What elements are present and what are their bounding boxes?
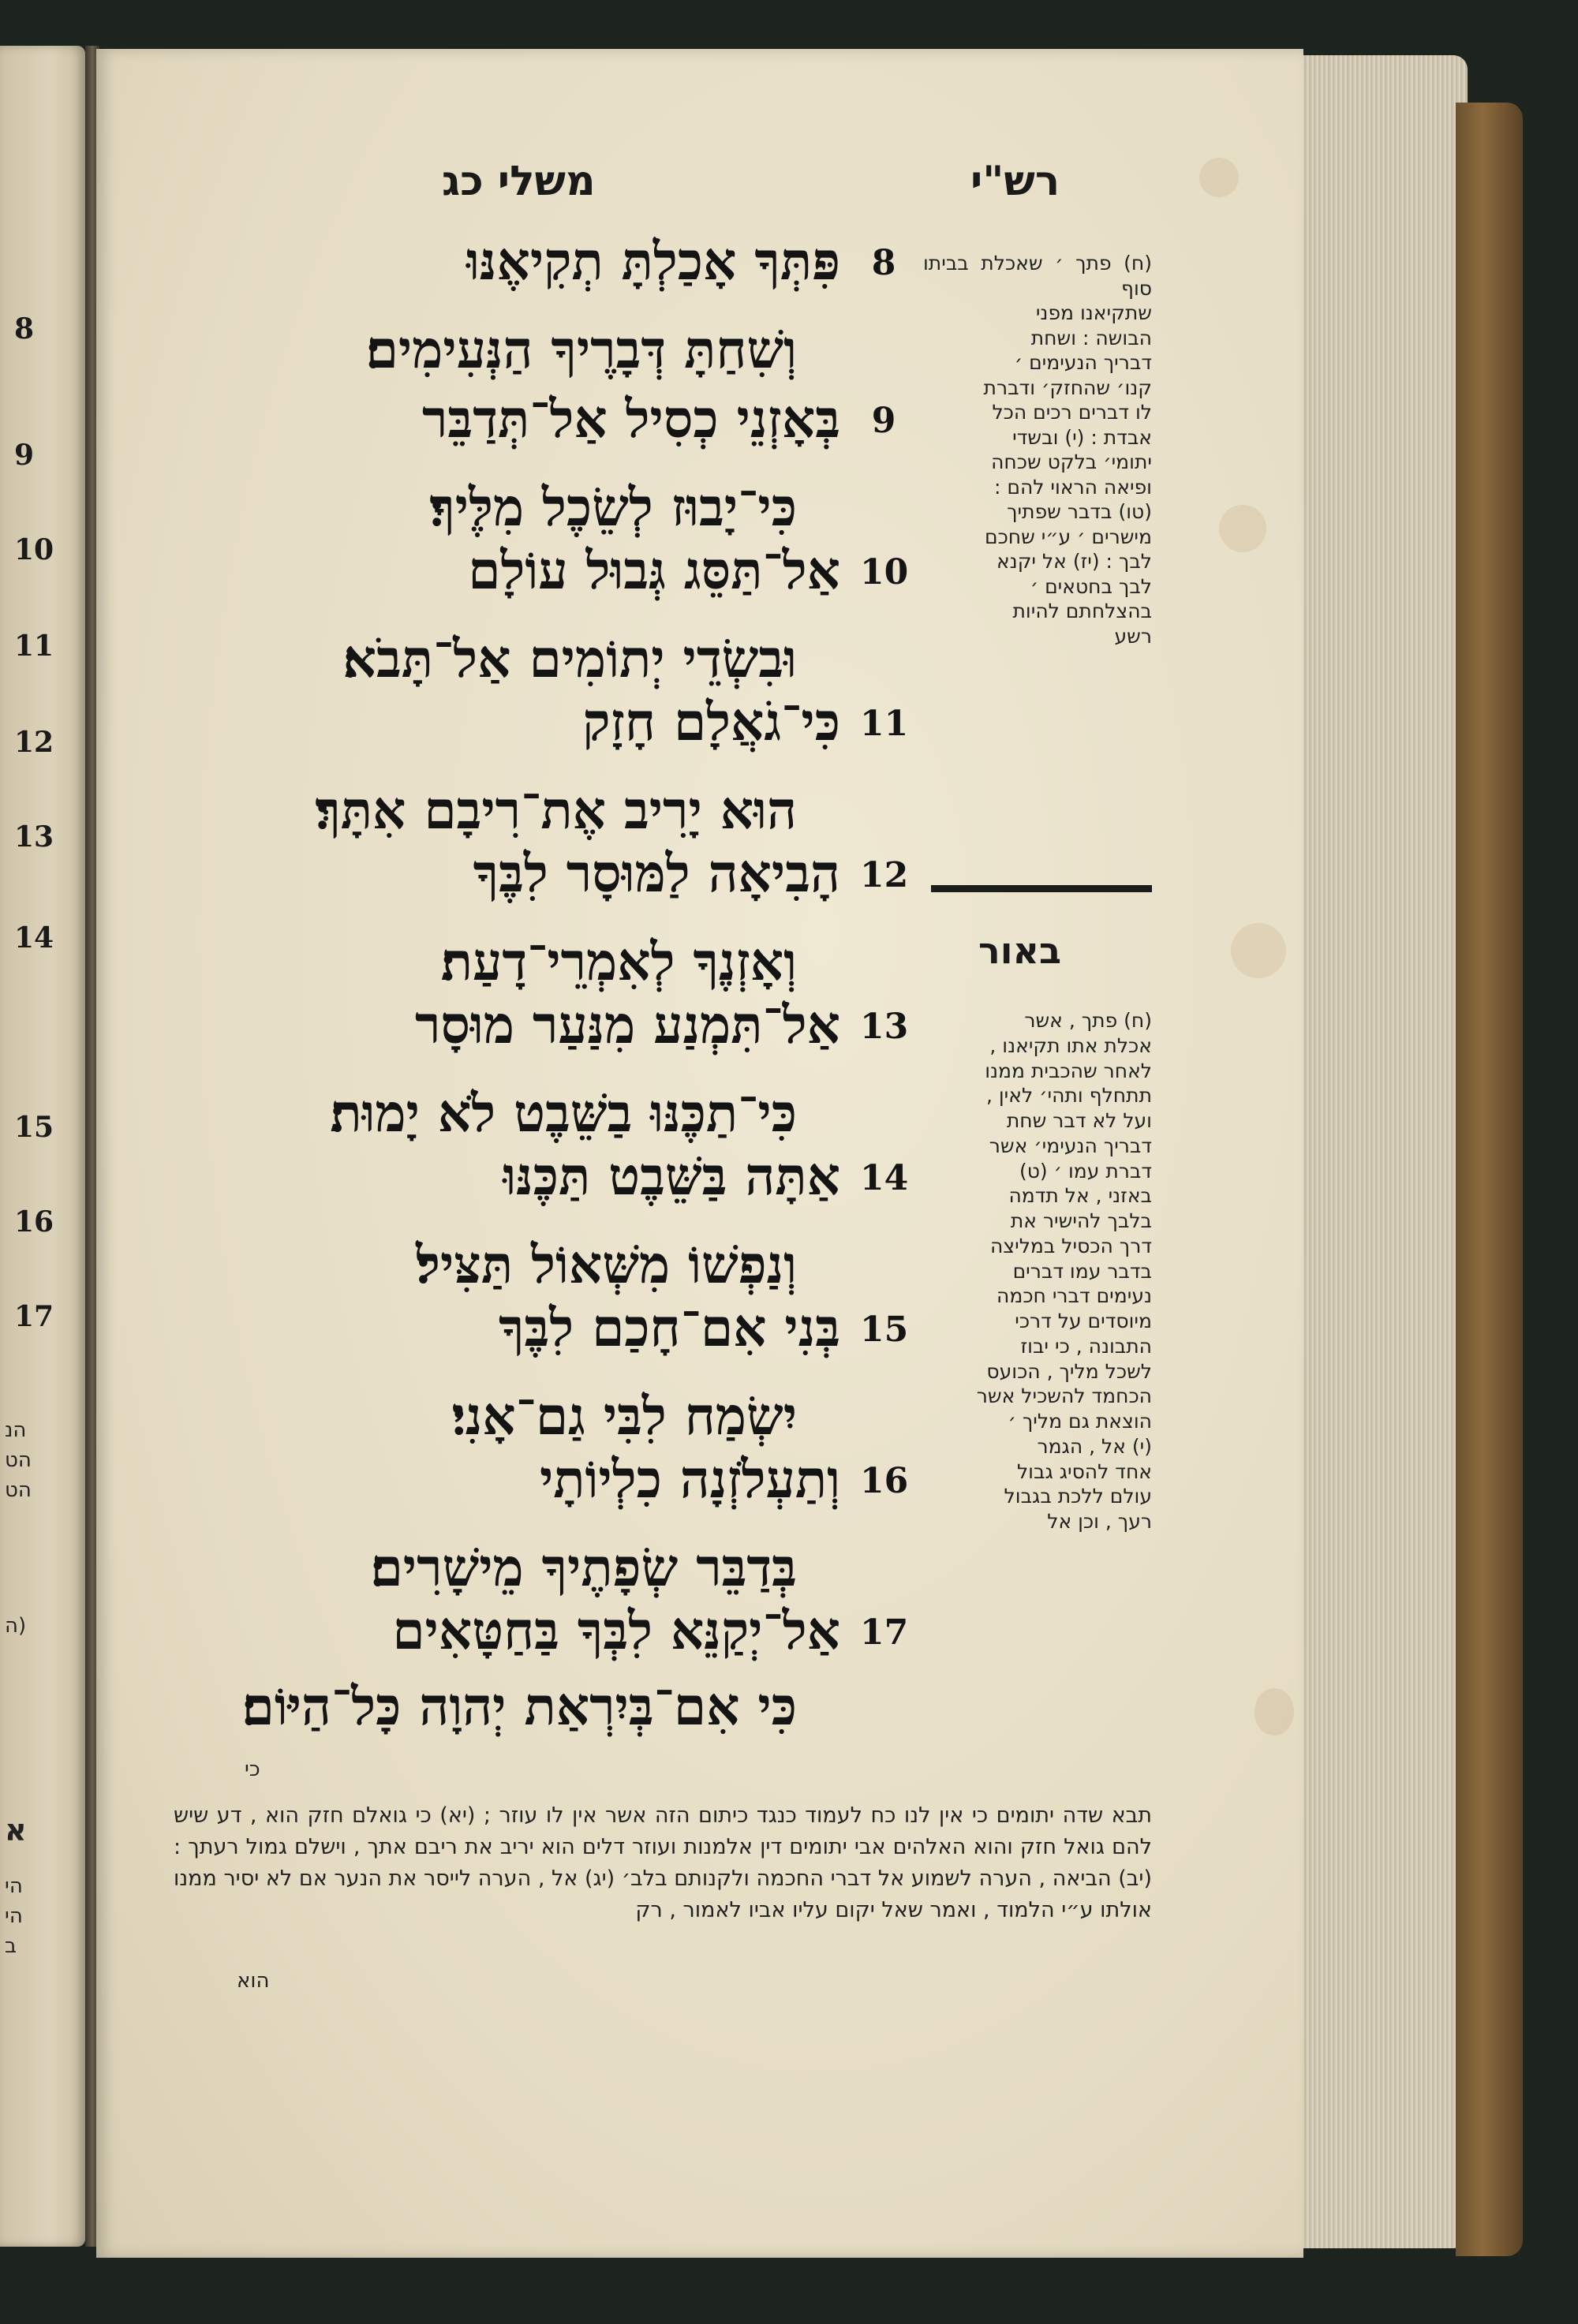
rashi-line: לבך : (יז) אל יקנא: [996, 550, 1152, 573]
verse-number: 16: [860, 1461, 909, 1501]
left-verse-number: 10: [14, 533, 54, 566]
left-page-fragment: (ה: [5, 1614, 27, 1638]
verse-number: 10: [860, 552, 909, 592]
biur-commentary: [923, 1008, 1152, 1534]
biur-line: התבונה , כי יבוז: [1020, 1334, 1152, 1358]
verse-line: וְנַפְשׁוֹ מִשְּׁאוֹל תַּצִּיל׃: [416, 1234, 797, 1295]
biur-line: (ח) פתך , אשר: [1024, 1009, 1152, 1032]
biur-line: אחד להסיג גבול: [1016, 1459, 1152, 1483]
rashi-line: אבדת : (י) ובשדי: [1012, 425, 1152, 449]
biur-line: הכחמד להשכיל אשר: [976, 1384, 1152, 1408]
rashi-line: בהצלחתם להיות: [1012, 600, 1152, 622]
left-verse-number: 13: [14, 820, 54, 854]
verse-line: בְּנִי אִם־חָכַם לִבֶּךָ: [499, 1297, 840, 1358]
left-verse-number: 9: [14, 439, 35, 472]
left-page-fragment: הנ: [5, 1418, 27, 1442]
verse-line: כִּי־גֹאֲלָם חָזָק: [582, 691, 840, 753]
page-stain: [1219, 505, 1266, 552]
page-stain: [1199, 158, 1239, 197]
verse-number: 15: [860, 1310, 909, 1350]
commentary-title: רש"י: [970, 158, 1060, 205]
biur-line: נעימים דברי חכמה: [997, 1284, 1152, 1308]
biur-title: באור: [978, 929, 1062, 972]
verse-line: כִּי־יָבוּז לְשֵׂכֶל מִלֶּיךָ׃: [429, 476, 797, 538]
rashi-line: דבריך הנעימים ׳: [1014, 351, 1152, 374]
biur-line: עולם ללכת בגבול: [1004, 1485, 1152, 1508]
left-page-fragment: הט: [5, 1478, 32, 1502]
biur-line: בלבך להישיר את: [1010, 1209, 1152, 1232]
rashi-line: שתקיאנו מפני: [1035, 301, 1152, 324]
rashi-line: (טו) בדבר שפתיך: [1007, 500, 1152, 523]
rashi-line: מישרים ׳ ע״י שחכם: [984, 525, 1152, 548]
verse-line: כִּי־תַכֶּנּוּ בַשֵּׁבֶט לֹא יָמוּת׃: [330, 1082, 797, 1144]
left-page-edge: [0, 46, 85, 2247]
left-page-fragment: א: [5, 1813, 27, 1848]
verse-number: 14: [860, 1158, 909, 1198]
verse-line: וְתַעְלֹזְנָה כִלְיוֹתָי: [539, 1448, 840, 1510]
verse-line: בְּדַבֵּר שְׂפָתֶיךָ מֵישָׁרִים׃: [370, 1537, 797, 1598]
biur-line: באזני , אל תדמה: [1008, 1184, 1152, 1208]
catchword: הוא: [237, 1969, 270, 1993]
left-page-fragment: הי: [5, 1904, 23, 1928]
verse-line: כִּי אִם־בְּיִרְאַת יְהוָה כָּל־הַיּוֹם׃: [241, 1676, 797, 1737]
rashi-commentary: [923, 251, 1152, 648]
rashi-line: יתומי׳ בלקט שכחה: [991, 450, 1152, 473]
rashi-line: ופיאה הראוי להם :: [993, 475, 1152, 499]
verse-line: אַל־תַּסֵּג גְּבוּל עוֹלָם: [468, 540, 840, 601]
left-verse-number: 14: [14, 921, 54, 955]
verse-line: אַל־תִּמְנַע מִנַּעַר מוּסָר: [415, 994, 840, 1056]
left-verse-number: 16: [14, 1205, 54, 1239]
left-verse-number: 17: [14, 1300, 54, 1333]
verse-line: אַל־יְקַנֵּא לִבְּךָ בַּחַטָּאִים: [392, 1600, 840, 1661]
verse-number: 13: [860, 1007, 909, 1047]
verse-line: וְשִׁחַתָּ דְּבָרֶיךָ הַנְּעִימִים׃: [365, 319, 797, 380]
verse-number: 9: [871, 401, 896, 441]
left-page-fragment: הי: [5, 1874, 23, 1898]
left-verse-number: 15: [14, 1111, 54, 1144]
rashi-line: לו דברים רכים הכל: [992, 401, 1152, 424]
verse-line: בְּאָזְנֵי כְסִיל אַל־תְּדַבֵּר: [421, 388, 840, 450]
verse-line: הָבִיאָה לַמּוּסָר לִבֶּךָ: [473, 843, 840, 904]
biur-line: (י) אל , הגמר: [1037, 1434, 1152, 1458]
biur-line: דברת עמו ׳ (ט): [1019, 1159, 1152, 1183]
page-stain: [1255, 1688, 1294, 1736]
left-verse-number: 8: [14, 312, 35, 346]
biur-line: תתחלף ותהי׳ לאין ,: [985, 1084, 1152, 1108]
biur-line: ועל לא דבר שחת: [1006, 1109, 1152, 1132]
verse-number: 17: [860, 1612, 909, 1653]
page-stack-edge: [1302, 55, 1468, 2248]
left-page-fragment: ב: [5, 1934, 17, 1958]
biur-line: הוצאת גם מליך ׳: [1008, 1410, 1152, 1433]
rashi-line: לבך בחטאים ׳: [1030, 574, 1152, 598]
rashi-line: רשע: [1114, 624, 1152, 648]
book-cover-edge: [1456, 103, 1523, 2256]
verse-line: וְאָזְנֶךָ לְאִמְרֵי־דָעַת׃: [440, 931, 797, 992]
biur-line: לאחר שהכבית ממנו: [985, 1059, 1152, 1082]
rashi-line: הבושה : ושחת: [1030, 326, 1152, 349]
left-verse-number: 11: [14, 630, 54, 663]
signature-mark: כי: [245, 1758, 260, 1781]
biur-line: דבריך הנעימי׳ אשר: [989, 1134, 1152, 1157]
biur-line: דרך הכסיל במליצה: [989, 1234, 1152, 1257]
verse-line: הוּא יָרִיב אֶת־רִיבָם אִתָּךְ׃: [315, 779, 797, 841]
rashi-line: קנו׳ שהחזק׳ ודברת: [983, 376, 1152, 399]
verse-number: 12: [860, 855, 909, 895]
page-stain: [1231, 923, 1286, 978]
biur-line: אכלת אתו תקיאנו ,: [989, 1033, 1152, 1057]
verse-line: וּבִשְׂדֵי יְתוֹמִים אַל־תָּבֹא׃: [342, 628, 797, 689]
left-page-verse-numbers: [0, 46, 85, 2247]
section-divider: [931, 885, 1152, 892]
biur-continuation: תבא שדה יתומים כי אין לנו כח לעמוד כנגד כיתום הזה אשר אין לו עוזר ; (יא) כי גואלם חזק הוא , דע שיש להם גואל חזק והוא האלהים אבי יתומים דין אלמנות ועוזר דלים הוא יריב את ריבם אתך , וישלם גמול רעתך : (יב) הביאה , הערה לשמוע אל דברי החכמה ולקנותם בלב׳ (יג) אל , הערה לייסר את הנער אם לא יסיר ממנו אולתו ע״י הלמוד , ואמר שאל יקום עליו אביו לאמור , רק: [174, 1803, 1152, 1922]
verse-line: יִשְׂמַח לִבִּי גַם־אָנִי׃: [451, 1385, 797, 1447]
verse-line: אַתָּה בַּשֵּׁבֶט תַּכֶּנּוּ: [503, 1145, 840, 1207]
biur-line: מיוסדים על דרכי: [1015, 1310, 1152, 1332]
verse-number: 8: [871, 243, 896, 283]
verse-line: פִּתְּךָ אָכַלְתָּ תְקִיאֶנּוּ: [466, 230, 840, 292]
rashi-line: (ח) פתך ׳ שאכלת בביתו סוף: [923, 252, 1152, 300]
running-title: משלי כג: [442, 158, 596, 205]
biur-line: לשכל מליך , הכועס: [986, 1359, 1152, 1383]
left-verse-number: 12: [14, 726, 54, 759]
left-page-fragment: הט: [5, 1448, 32, 1472]
biur-line: רעך , וכן אל: [1047, 1510, 1152, 1533]
biur-line: בדבר עמו דברים: [1012, 1259, 1152, 1283]
verse-number: 11: [860, 704, 909, 744]
